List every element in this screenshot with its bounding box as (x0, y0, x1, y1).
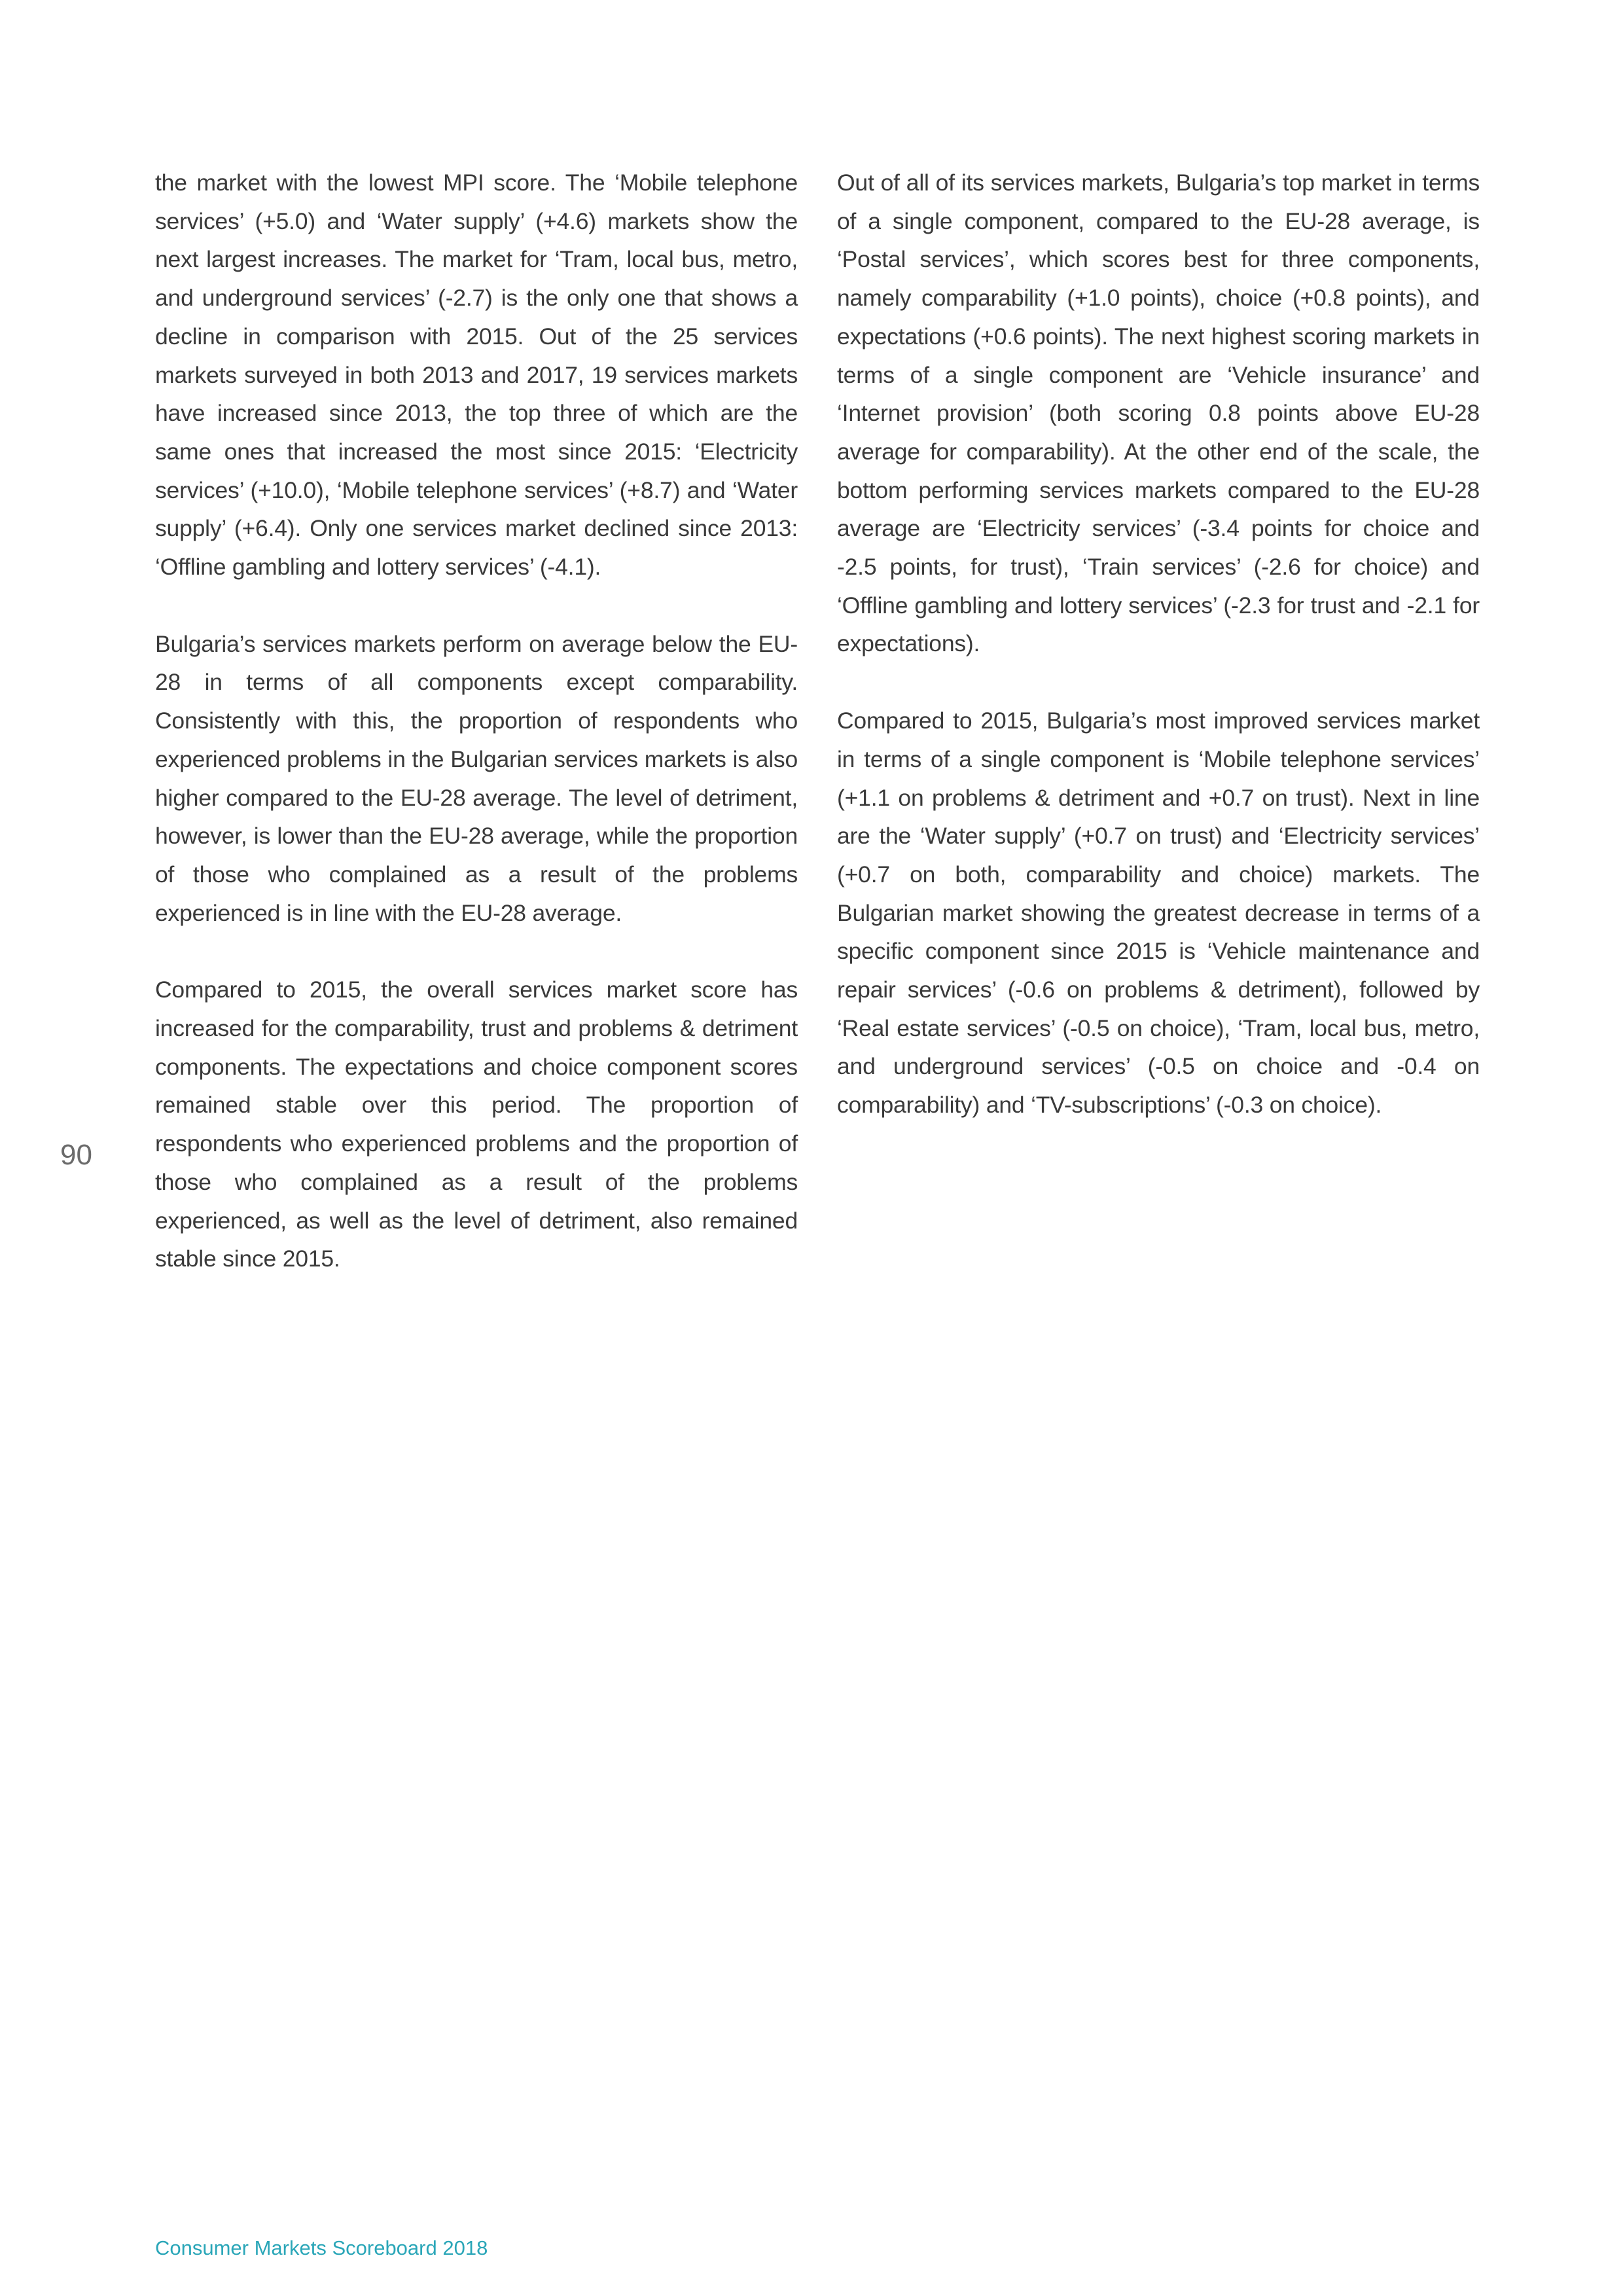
paragraph: Compared to 2015, the overall services market score has increased for the comparability, trust and problems & detriment components. The expectations and choice component scores remained stable over this period. The proportion of respondents who experienced problems and the proportion of those who complained as a result of the problems experienced, as well as the level of detriment, also remained stable since 2015. (155, 977, 798, 1272)
paragraph: Compared to 2015, Bulgaria’s most improved services market in terms of a single component is ‘Mobile telephone services’ (+1.1 on problems & detriment and +0.7 on trust). Next in line are the ‘Water supply’ (+0.7 on trust) and ‘Electricity services’ (+0.7 on both, comparability and choice) markets. The Bulgarian market showing the greatest decrease in terms of a specific component since 2015 is ‘Vehicle maintenance and repair services’ (-0.6 on problems & detriment), followed by ‘Real estate services’ (-0.5 on choice), ‘Tram, local bus, metro, and underground services’ (-0.5 on choice and -0.4 on comparability) and ‘TV-subscriptions’ (-0.3 on choice). (837, 708, 1480, 1119)
page-number: 90 (60, 1139, 92, 1171)
paragraph: Out of all of its services markets, Bulgaria’s top market in terms of a single component, compared to the EU-28 average, is ‘Postal services’, which scores best for three components, namely comparability (+1.0 points), choice (+0.8 points), and expectations (+0.6 points). The next highest scoring markets in terms of a single component are ‘Vehicle insurance’ and ‘Internet provision’ (both scoring 0.8 points above EU-28 average for comparability). At the other end of the scale, the bottom performing services markets compared to the EU-28 average are ‘Electricity services’ (-3.4 points for choice and -2.5 points, for trust), ‘Train services’ (-2.6 for choice) and ‘Offline gambling and lottery services’ (-2.3 for trust and -2.1 for expectations). (837, 170, 1480, 657)
paragraph: the market with the lowest MPI score. The ‘Mobile telephone services’ (+5.0) and ‘Water supply’ (+4.6) markets show the next largest increases. The market for ‘Tram, local bus, metro, and underground services’ (-2.7) is the only one that shows a decline in comparison with 2015. Out of the 25 services markets surveyed in both 2013 and 2017, 19 services markets have increased since 2013, the top three of which are the same ones that increased the most since 2015: ‘Electricity services’ (+10.0), ‘Mobile telephone services’ (+8.7) and ‘Water supply’ (+6.4). Only one services market declined since 2013: ‘Offline gambling and lottery services’ (-4.1). (155, 170, 798, 581)
footer-publication-title: Consumer Markets Scoreboard 2018 (155, 2236, 488, 2259)
left-text-column (155, 164, 798, 1317)
right-text-column (837, 164, 1480, 1163)
paragraph: Bulgaria’s services markets perform on average below the EU-28 in terms of all components except comparability. Consistently with this, the proportion of respondents who experienced problems in the Bulgarian services markets is also higher compared to the EU-28 average. The level of detriment, however, is lower than the EU-28 average, while the proportion of those who complained as a result of the problems experienced is in line with the EU-28 average. (155, 630, 798, 926)
